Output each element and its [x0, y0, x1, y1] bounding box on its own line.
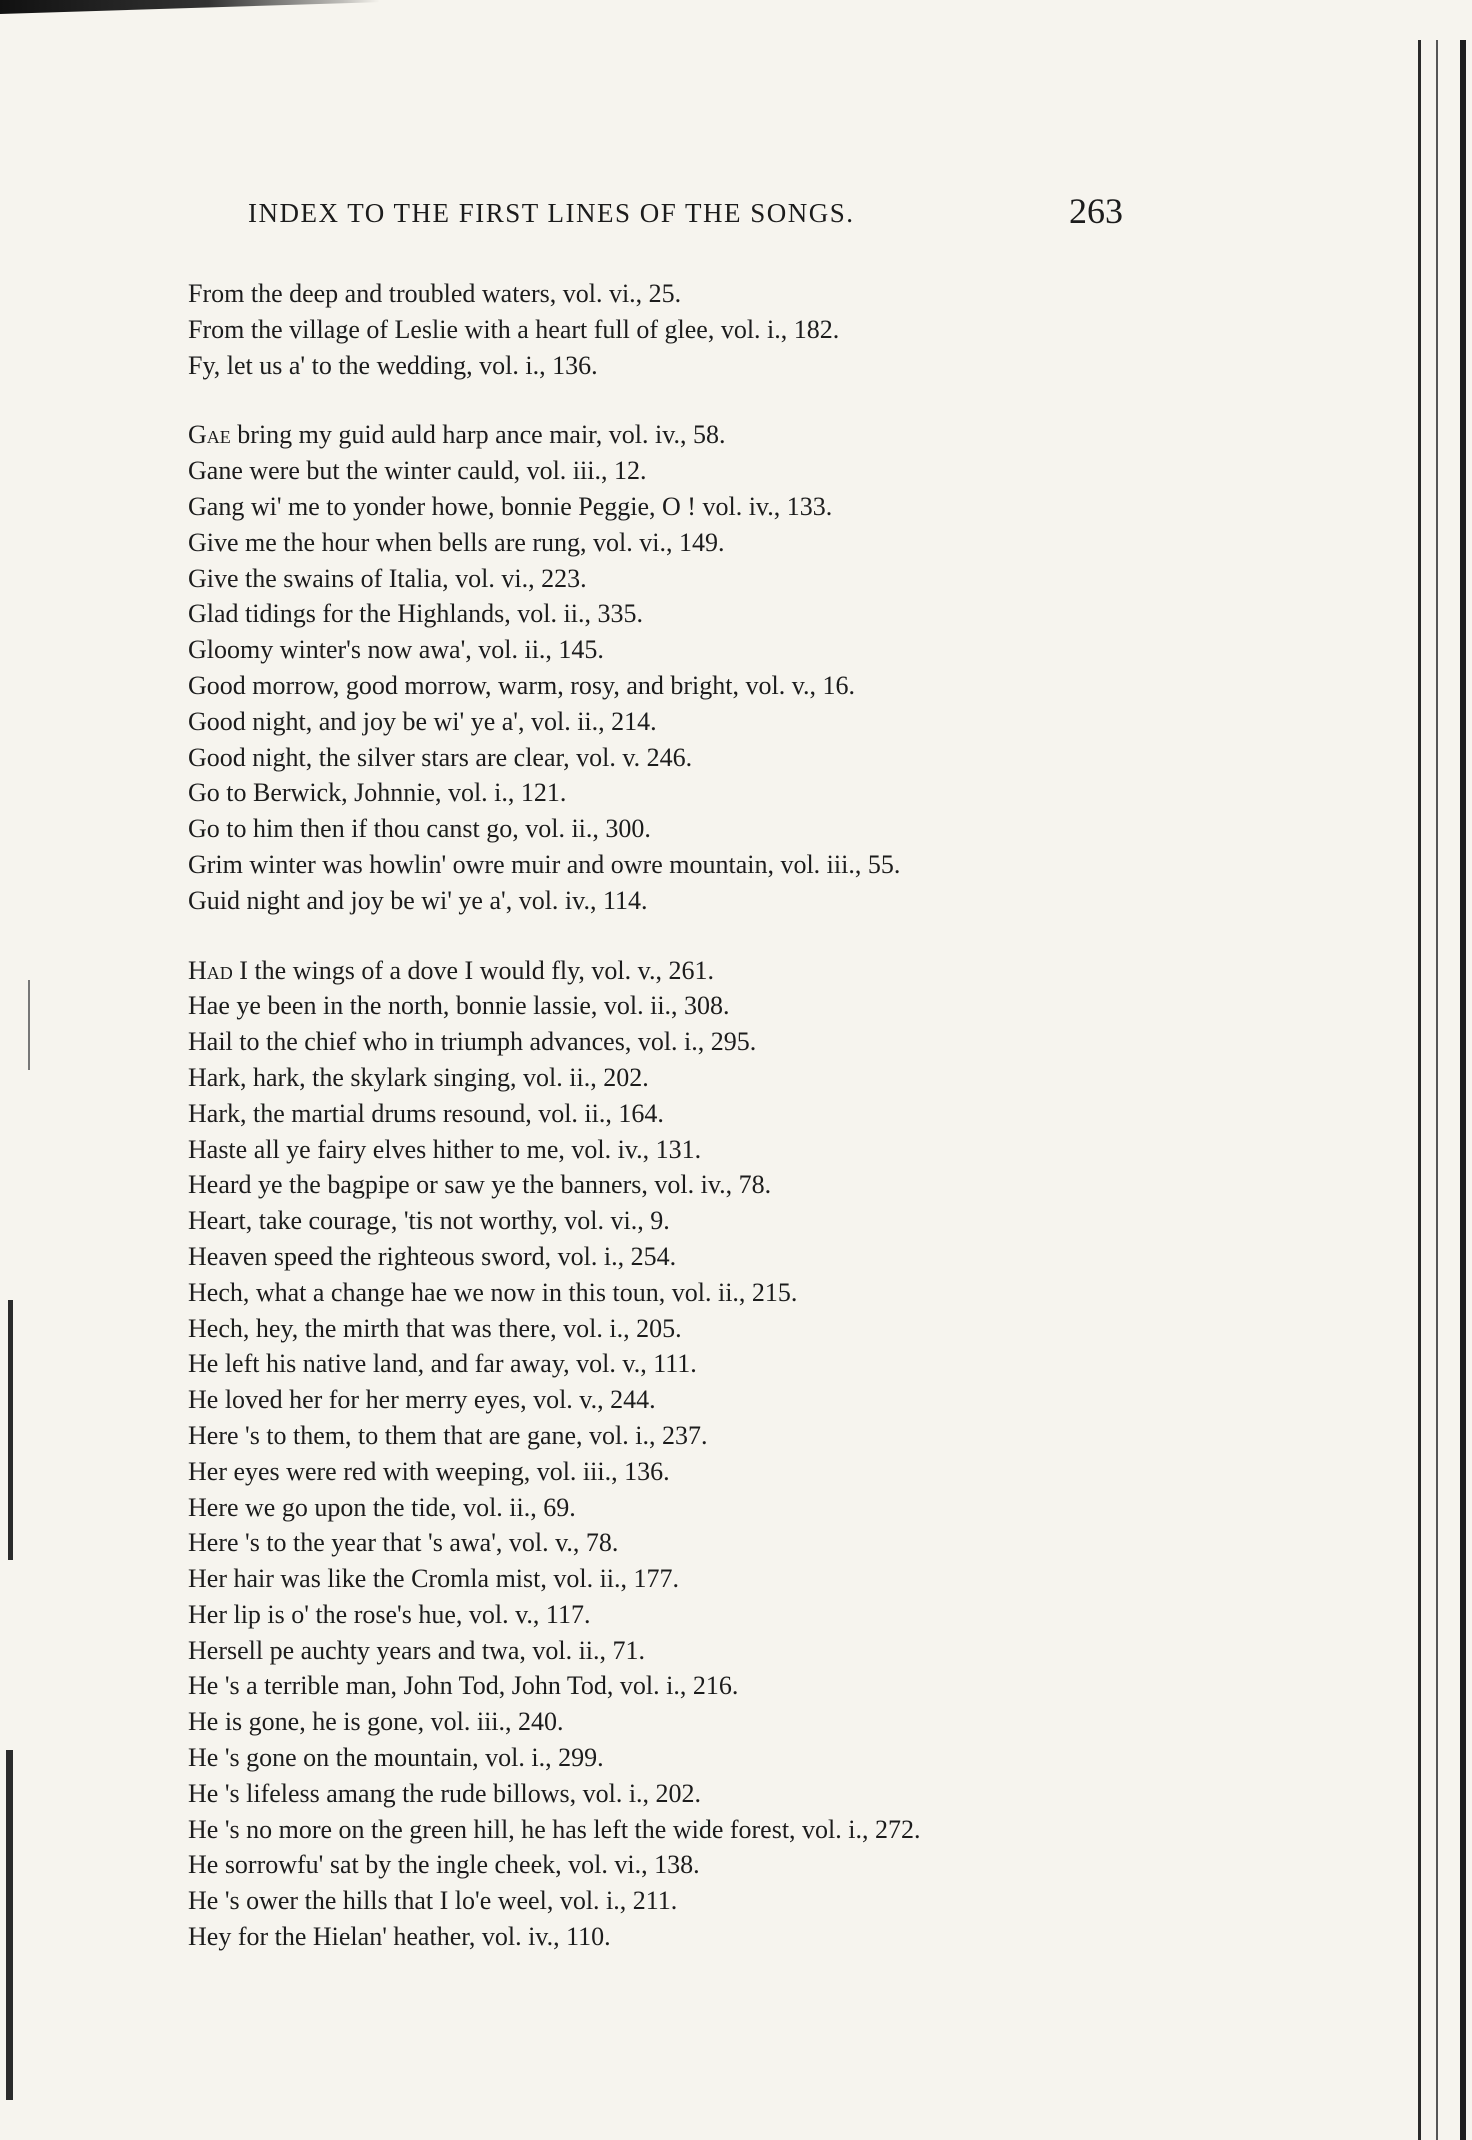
index-section-g: [188, 417, 1148, 918]
scan-artifact-left-mark: [6, 1750, 13, 2100]
index-entry: Hersell pe auchty years and twa, vol. ii., 71.: [188, 1635, 646, 1665]
index-entry: He 's ower the hills that I lo'e weel, vol. i., 211.: [188, 1886, 678, 1916]
index-entry: He loved her for her merry eyes, vol. v., 244.: [188, 1385, 656, 1415]
index-entry: Here we go upon the tide, vol. ii., 69.: [188, 1492, 576, 1522]
index-entry: Good morrow, good morrow, warm, rosy, and bright, vol. v., 16.: [188, 670, 855, 700]
index-entry: Gloomy winter's now awa', vol. ii., 145.: [188, 635, 604, 665]
index-entry: Heaven speed the righteous sword, vol. i., 254.: [188, 1241, 677, 1271]
scan-artifact-top-bar: [0, 0, 380, 14]
index-entry: Gane were but the winter cauld, vol. iii., 12.: [188, 456, 647, 486]
index-entry: Her eyes were red with weeping, vol. iii., 136.: [188, 1456, 670, 1486]
scan-artifact-right-edge: [1418, 40, 1438, 2140]
index-entry: Go to him then if thou canst go, vol. ii., 300.: [188, 814, 651, 844]
index-entry: Her hair was like the Cromla mist, vol. ii., 177.: [188, 1564, 680, 1594]
index-section-f: [188, 276, 1148, 383]
section-lead-word: Gae: [188, 420, 231, 450]
index-entry: Gang wi' me to yonder howe, bonnie Peggie, O ! vol. iv., 133.: [188, 491, 833, 521]
index-entry: Good night, and joy be wi' ye a', vol. ii., 214.: [188, 706, 657, 736]
index-entry: Heard ye the bagpipe or saw ye the banners, vol. iv., 78.: [188, 1170, 772, 1200]
page-header: [248, 190, 1123, 240]
index-entry: Hey for the Hielan' heather, vol. iv., 110.: [188, 1922, 611, 1952]
index-entry: Give me the hour when bells are rung, vol. vi., 149.: [188, 527, 725, 557]
section-lead-word: Had: [188, 955, 233, 985]
index-entry: He 's a terrible man, John Tod, John Tod, vol. i., 216.: [188, 1671, 739, 1701]
index-entry: Hark, hark, the skylark singing, vol. ii., 202.: [188, 1062, 649, 1092]
index-entry: Fy, let us a' to the wedding, vol. i., 136.: [188, 350, 598, 380]
index-entry: Here 's to the year that 's awa', vol. v., 78.: [188, 1528, 619, 1558]
index-entry: He is gone, he is gone, vol. iii., 240.: [188, 1707, 564, 1737]
index-entry: Hae ye been in the north, bonnie lassie, vol. ii., 308.: [188, 991, 730, 1021]
index-entry: Heart, take courage, 'tis not worthy, vol. vi., 9.: [188, 1206, 670, 1236]
index-entry: Hech, what a change hae we now in this toun, vol. ii., 215.: [188, 1277, 798, 1307]
index-entry: Had I the wings of a dove I would fly, vol. v., 261.: [188, 955, 714, 985]
index-entry: Haste all ye fairy elves hither to me, vol. iv., 131.: [188, 1134, 702, 1164]
index-entry: Guid night and joy be wi' ye a', vol. iv., 114.: [188, 885, 648, 915]
index-entry: From the deep and troubled waters, vol. vi., 25.: [188, 279, 682, 308]
index-entry: He 's gone on the mountain, vol. i., 299.: [188, 1743, 604, 1773]
scan-artifact-left-mark: [8, 1300, 13, 1560]
index-entry: He 's no more on the green hill, he has left the wide forest, vol. i., 272.: [188, 1814, 921, 1844]
index-entry: He sorrowfu' sat by the ingle cheek, vol. vi., 138.: [188, 1850, 700, 1880]
index-body: [188, 276, 1148, 1989]
index-entry: He left his native land, and far away, vol. v., 111.: [188, 1349, 697, 1379]
index-section-h: [188, 953, 1148, 1955]
index-entry: Here 's to them, to them that are gane, vol. i., 237.: [188, 1420, 708, 1450]
page-number: 263: [1069, 191, 1123, 231]
index-entry: From the village of Leslie with a heart full of glee, vol. i., 182.: [188, 314, 840, 344]
index-entry: Go to Berwick, Johnnie, vol. i., 121.: [188, 778, 567, 808]
index-entry: Hail to the chief who in triumph advances, vol. i., 295.: [188, 1027, 757, 1057]
scan-artifact-left-mark: [28, 980, 30, 1070]
index-entry: Hark, the martial drums resound, vol. ii., 164.: [188, 1098, 664, 1128]
index-entry: Grim winter was howlin' owre muir and owre mountain, vol. iii., 55.: [188, 849, 901, 879]
index-entry: Glad tidings for the Highlands, vol. ii., 335.: [188, 599, 643, 629]
index-entry: He 's lifeless amang the rude billows, vol. i., 202.: [188, 1778, 702, 1808]
index-entry: Good night, the silver stars are clear, vol. v. 246.: [188, 742, 693, 772]
index-entry: Gae bring my guid auld harp ance mair, vol. iv., 58.: [188, 420, 726, 450]
index-entry: Her lip is o' the rose's hue, vol. v., 117.: [188, 1599, 591, 1629]
running-title: INDEX TO THE FIRST LINES OF THE SONGS.: [248, 198, 855, 228]
index-entry: Give the swains of Italia, vol. vi., 223.: [188, 563, 587, 593]
index-entry: Hech, hey, the mirth that was there, vol. i., 205.: [188, 1313, 682, 1343]
scan-artifact-right-binding: [1460, 40, 1466, 2140]
